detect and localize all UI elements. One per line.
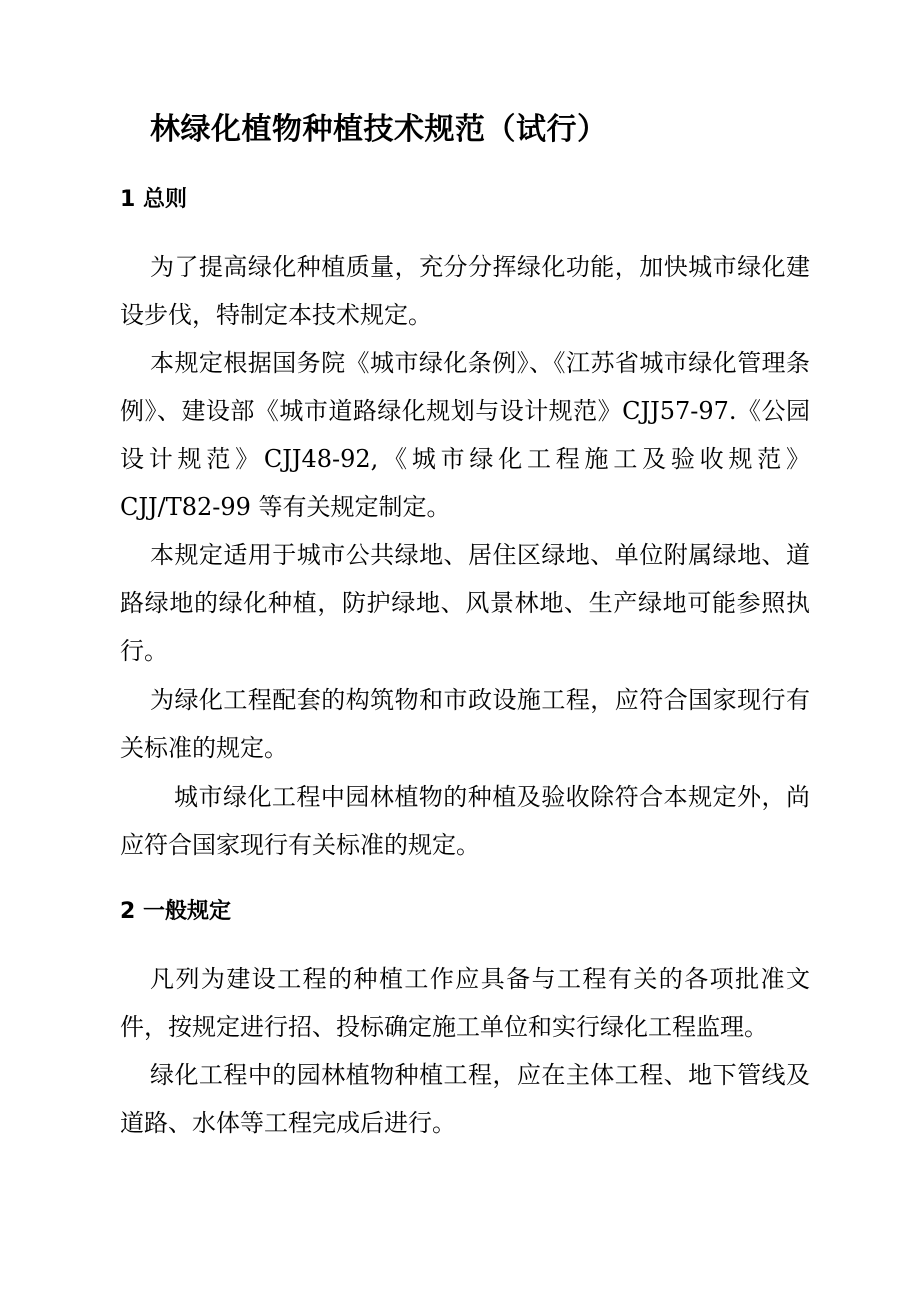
paragraph-purpose: 为了提高绿化种植质量，充分分挥绿化功能，加快城市绿化建设步伐，特制定本技术规定。 xyxy=(120,253,810,329)
paragraph-facilities: 为绿化工程配套的构筑物和市政设施工程，应符合国家现行有关标准的规定。 xyxy=(120,686,810,762)
paragraph-sequence: 绿化工程中的园林植物种植工程，应在主体工程、地下管线及道路、水体等工程完成后进行。 xyxy=(120,1061,810,1137)
paragraph-approval: 凡列为建设工程的种植工作应具备与工程有关的各项批准文件，按规定进行招、投标确定施工单位和实行绿化工程监理。 xyxy=(120,965,810,1041)
paragraph-scope: 本规定适用于城市公共绿地、居住区绿地、单位附属绿地、道路绿地的绿化种植，防护绿地、风景林地、生产绿地可能参照执行。 xyxy=(120,541,810,665)
paragraph-basis: 本规定根据国务院《城市绿化条例》、《江苏省城市绿化管理条例》、建设部《城市道路绿化规划与设计规范》CJJ57-97.《公园设计规范》CJJ48-92,《城市绿化工程施工及验收规范》CJJ/T82-99 等有关规定制定。 xyxy=(120,349,810,521)
section-heading-general-provisions: 2 一般规定 xyxy=(120,899,231,924)
paragraph-acceptance: 城市绿化工程中园林植物的种植及验收除符合本规定外，尚应符合国家现行有关标准的规定。 xyxy=(120,783,810,859)
section-heading-general: 1 总则 xyxy=(120,187,187,212)
document-title: 林绿化植物种植技术规范（试行） xyxy=(150,112,608,147)
